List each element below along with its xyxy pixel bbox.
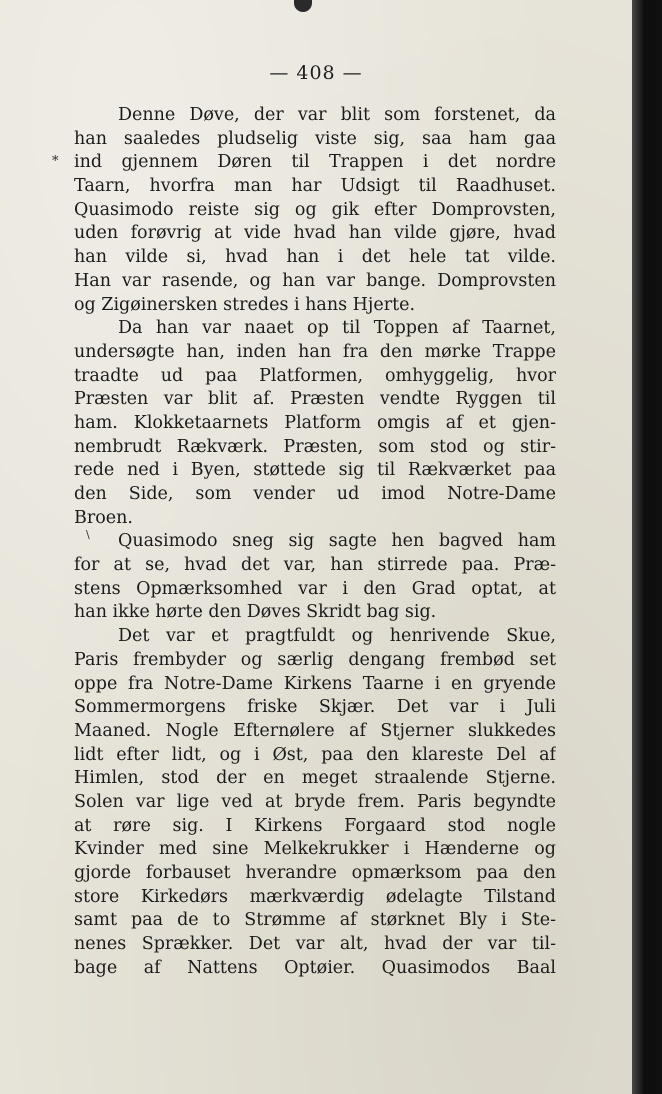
page-edge-shadow bbox=[632, 0, 662, 1094]
margin-mark: \ bbox=[86, 528, 90, 541]
text-line: Quasimodo sneg sig sagte hen bagved ham bbox=[118, 531, 556, 552]
text-line: undersøgte han, inden han fra den mørke Trappe bbox=[74, 341, 556, 362]
text-line: rede ned i Byen, støttede sig til Rækværket paa bbox=[74, 460, 556, 481]
text-line: han ikke hørte den Døves Skridt bag sig. bbox=[74, 602, 437, 623]
text-line: Quasimodo reiste sig og gik efter Domprovsten, bbox=[74, 199, 556, 220]
text-line: store Kirkedørs mærkværdig ødelagte Tilstand bbox=[74, 886, 556, 907]
body-text bbox=[74, 104, 556, 980]
text-line: Paris frembyder og særlig dengang frembød set bbox=[74, 649, 556, 670]
text-line: lidt efter lidt, og i Øst, paa den klareste Del af bbox=[74, 744, 556, 765]
text-line: oppe fra Notre-Dame Kirkens Taarne i en gryende bbox=[74, 673, 556, 694]
text-line: Himlen, stod der en meget straalende Stjerne. bbox=[74, 768, 556, 789]
binding-mark bbox=[294, 0, 312, 12]
text-line: traadte ud paa Platformen, omhyggelig, hvor bbox=[74, 365, 556, 386]
text-line: gjorde forbauset hverandre opmærksom paa den bbox=[74, 863, 556, 883]
text-line: samt paa de to Strømme af størknet Bly i Ste- bbox=[74, 910, 556, 931]
text-line: nenes Sprækker. Det var alt, hvad der var til- bbox=[74, 934, 556, 955]
text-line: Broen. bbox=[74, 507, 133, 528]
text-line: Præsten var blit af. Præsten vendte Ryggen til bbox=[74, 389, 556, 410]
text-line: Solen var lige ved at bryde frem. Paris begyndte bbox=[74, 791, 556, 812]
text-line: han saaledes pludselig viste sig, saa ham gaa bbox=[74, 128, 556, 149]
text-line: for at se, hvad det var, han stirrede paa. Præ- bbox=[74, 555, 556, 576]
text-line: at røre sig. I Kirkens Forgaard stod nogle bbox=[74, 815, 556, 836]
text-line: uden forøvrig at vide hvad han vilde gjøre, hvad bbox=[74, 223, 556, 244]
text-line: Det var et pragtfuldt og henrivende Skue, bbox=[118, 626, 556, 647]
text-line: ind gjennem Døren til Trappen i det nordre bbox=[74, 152, 556, 173]
text-line: Kvinder med sine Melkekrukker i Hænderne og bbox=[74, 839, 556, 860]
text-line: stens Opmærksomhed var i den Grad optat, at bbox=[74, 578, 556, 599]
text-line: Taarn, hvorfra man har Udsigt til Raadhuset. bbox=[74, 176, 556, 197]
text-line: han vilde si, hvad han i det hele tat vilde. bbox=[74, 247, 556, 268]
text-line: Denne Døve, der var blit som forstenet, da bbox=[118, 105, 556, 125]
text-line: og Zigøinersken stredes i hans Hjerte. bbox=[74, 294, 416, 315]
text-line: Han var rasende, og han var bange. Domprovsten bbox=[74, 270, 556, 291]
text-line: ham. Klokketaarnets Platform omgis af et gjen- bbox=[74, 412, 556, 433]
text-line: Maaned. Nogle Efternølere af Stjerner slukkedes bbox=[74, 720, 556, 741]
text-line: den Side, som vender ud imod Notre-Dame bbox=[74, 484, 556, 504]
text-line: Da han var naaet op til Toppen af Taarnet, bbox=[118, 318, 556, 339]
margin-mark: * bbox=[52, 154, 59, 169]
page-number: — 408 — bbox=[269, 62, 363, 84]
text-line: nembrudt Rækværk. Præsten, som stod og stir- bbox=[74, 436, 556, 457]
text-line: Sommermorgens friske Skjær. Det var i Juli bbox=[74, 697, 556, 718]
text-line: bage af Nattens Optøier. Quasimodos Baal bbox=[74, 957, 556, 978]
